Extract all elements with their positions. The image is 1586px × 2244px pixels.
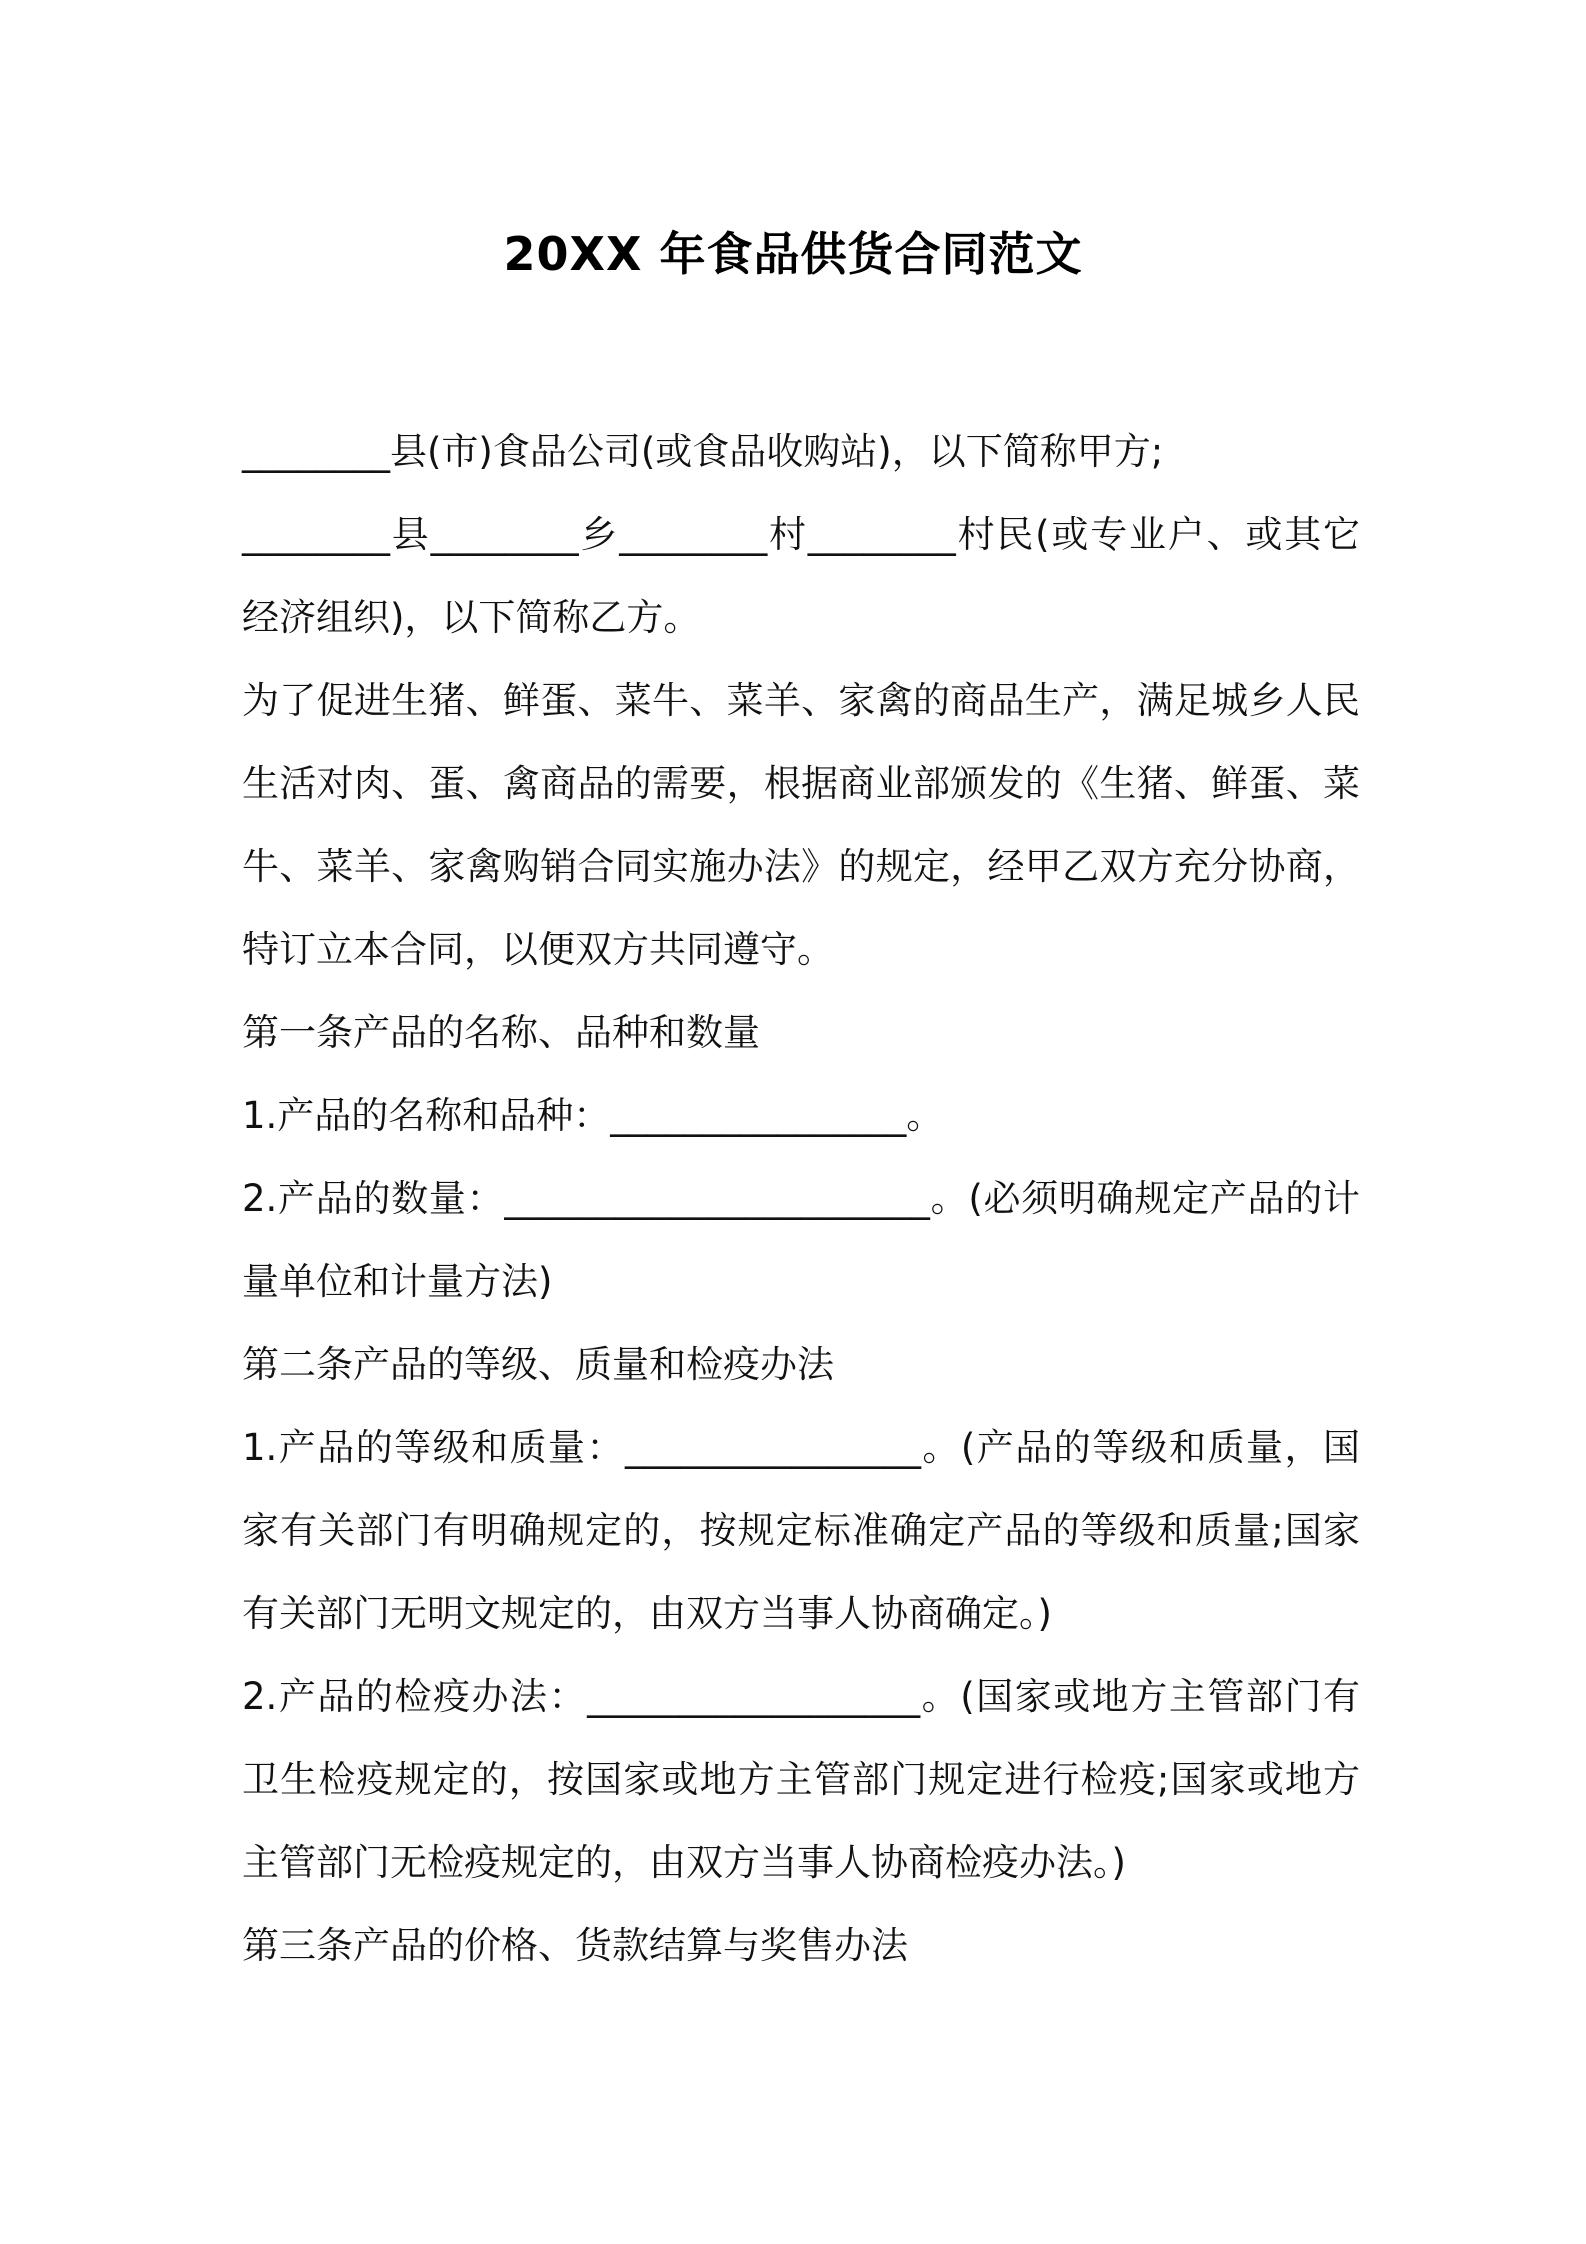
preamble-paragraph: 为了促进生猪、鲜蛋、菜牛、菜羊、家禽的商品生产，满足城乡人民生活对肉、蛋、禽商品的需要，根据商业部颁发的《生猪、鲜蛋、菜牛、菜羊、家禽购销合同实施办法》的规定，经甲乙双方充分协商，特订立本合同，以便双方共同遵守。 (242, 679, 1360, 971)
article-1-item-1: 1.产品的名称和品种：________________。 (242, 1094, 944, 1137)
article-2-item-1: 1.产品的等级和质量：________________。(产品的等级和质量，国家有关部门有明确规定的，按规定标准确定产品的等级和质量;国家有关部门无明文规定的，由双方当事人协商确定。) (242, 1426, 1360, 1635)
article-3-heading: 第三条产品的价格、货款结算与奖售办法 (242, 1924, 908, 1967)
article-2-heading: 第二条产品的等级、质量和检疫办法 (242, 1343, 834, 1386)
document-title: 20XX 年食品供货合同范文 (503, 227, 1083, 281)
article-1-item-2: 2.产品的数量：_______________________。(必须明确规定产品的计量单位和计量方法) (242, 1177, 1360, 1303)
party-a-line: ________县(市)食品公司(或食品收购站)，以下简称甲方; (242, 430, 1164, 473)
article-2-item-2: 2.产品的检疫办法：__________________。(国家或地方主管部门有卫生检疫规定的，按国家或地方主管部门规定进行检疫;国家或地方主管部门无检疫规定的，由双方当事人协商检疫办法。) (242, 1675, 1360, 1884)
document-body (242, 410, 1360, 1987)
party-b-line: ________县________乡________村________村民(或专业户、或其它经济组织)，以下简称乙方。 (242, 513, 1360, 639)
article-1-heading: 第一条产品的名称、品种和数量 (242, 1011, 760, 1054)
